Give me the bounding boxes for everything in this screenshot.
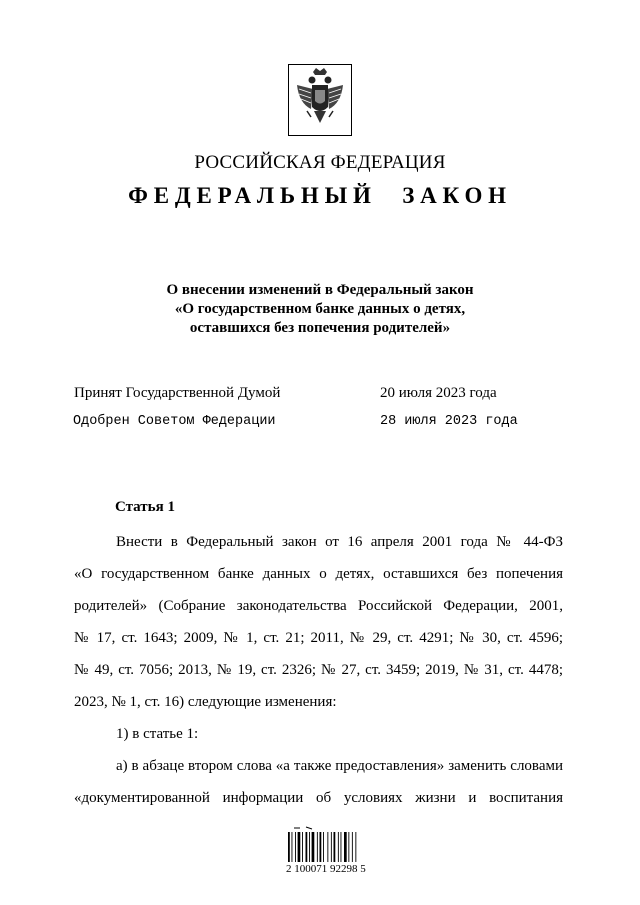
law-type-heading: ФЕДЕРАЛЬНЫЙ ЗАКОН [128, 183, 512, 208]
barcode-number: 2 100071 92298 5 [286, 863, 366, 875]
adoption-label: Одобрен Советом Федерации [73, 414, 276, 429]
article-heading: Статья 1 [115, 499, 175, 515]
law-title [0, 281, 640, 338]
law-title-line: оставшихся без попечения родителей» [189, 320, 451, 336]
law-title-line: «О государственном банке данных о детях, [174, 301, 466, 317]
body-line: Внести в Федеральный закон от 16 апреля 2001 года № 44-ФЗ [116, 534, 563, 550]
adoption-date: 28 июля 2023 года [380, 414, 518, 429]
body-line: № 49, ст. 7056; 2013, № 19, ст. 2326; № 27, ст. 3459; 2019, № 31, ст. 4478; [74, 662, 563, 678]
body-line: а) в абзаце втором слова «а также предоставления» заменить словами [116, 758, 563, 774]
adoption-label: Принят Государственной Думой [74, 385, 281, 401]
body-line: 1) в статье 1: [116, 726, 199, 742]
country-title: РОССИЙСКАЯ ФЕДЕРАЦИЯ [194, 152, 446, 173]
body-line: «О государственном банке данных о детях, оставшихся без попечения [74, 566, 563, 582]
adoption-date: 20 июля 2023 года [380, 385, 497, 401]
law-title-line: О внесении изменений в Федеральный закон [166, 282, 474, 298]
coat-of-arms-emblem [287, 63, 353, 137]
body-line: «документированной информации об условиях жизни и воспитания [74, 790, 563, 806]
article-body [74, 526, 563, 814]
body-line: № 17, ст. 1643; 2009, № 1, ст. 21; 2011, № 29, ст. 4291; № 30, ст. 4596; [74, 630, 563, 646]
body-line: родителей» (Собрание законодательства Российской Федерации, 2001, [74, 598, 563, 614]
body-line: 2023, № 1, ст. 16) следующие изменения: [74, 694, 337, 710]
